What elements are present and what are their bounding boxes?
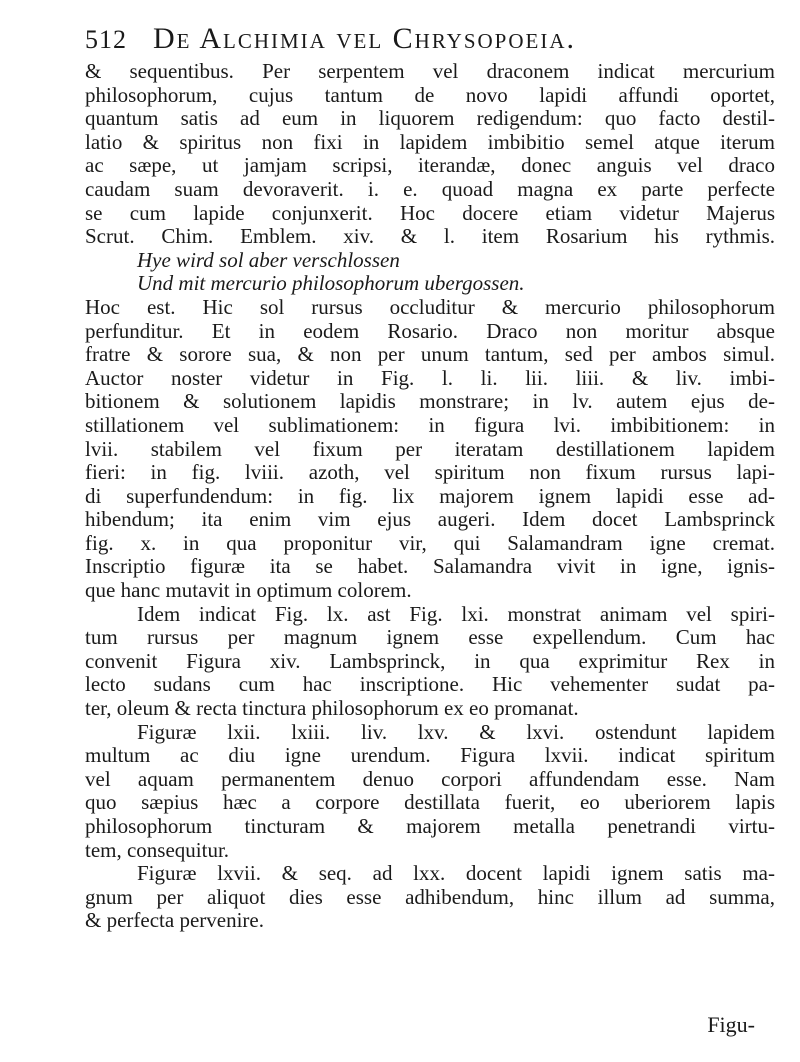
text-line: Und mit mercurio philosophorum ubergossen. bbox=[137, 272, 525, 296]
text-line: quantum satis ad eum in liquorem redigendum: quo facto destil- bbox=[85, 107, 775, 131]
text-line: Idem indicat Fig. lx. ast Fig. lxi. monstrat animam vel spiri- bbox=[137, 602, 775, 626]
text-line: gnum per aliquot dies esse adhibendum, hinc illum ad summa, bbox=[85, 885, 775, 909]
text-line: perfunditur. Et in eodem Rosario. Draco non moritur absque bbox=[85, 319, 775, 343]
text-line: Hye wird sol aber verschlossen bbox=[137, 248, 400, 272]
running-head bbox=[85, 22, 775, 62]
text-line: fig. x. in qua proponitur vir, qui Salamandram igne cremat. bbox=[85, 531, 775, 555]
body-text bbox=[85, 60, 775, 933]
text-line: philosophorum, cujus tantum de novo lapidi affundi oportet, bbox=[85, 83, 775, 107]
text-line: Scrut. Chim. Emblem. xiv. & l. item Rosarium his rythmis. bbox=[85, 225, 775, 249]
text-line: stillationem vel sublimationem: in figura lvi. imbibitionem: in bbox=[85, 413, 775, 437]
text-line: Figuræ lxvii. & seq. ad lxx. docent lapidi ignem satis ma- bbox=[137, 862, 775, 886]
text-line: Hoc est. Hic sol rursus occluditur & mercurio philosophorum bbox=[85, 295, 775, 319]
text-line: & sequentibus. Per serpentem vel draconem indicat mercurium bbox=[85, 60, 775, 83]
text-line: multum ac diu igne urendum. Figura lxvii. indicat spiritum bbox=[85, 744, 775, 768]
text-line: fieri: in fig. lviii. azoth, vel spiritum non fixum rursus lapi- bbox=[85, 461, 775, 485]
text-line: quo sæpius hæc a corpore destillata fuerit, eo uberiorem lapis bbox=[85, 791, 775, 815]
text-line: se cum lapide conjunxerit. Hoc docere etiam videtur Majerus bbox=[85, 201, 775, 225]
text-line: lvii. stabilem vel fixum per iteratam destillationem lapidem bbox=[85, 437, 775, 461]
text-line: vel aquam permanentem denuo corpori affundendam esse. Nam bbox=[85, 767, 775, 791]
text-line: tum rursus per magnum ignem esse expellendum. Cum hac bbox=[85, 626, 775, 650]
text-line: latio & spiritus non fixi in lapidem imbibitio semel atque iterum bbox=[85, 130, 775, 154]
text-line: philosophorum tincturam & majorem metalla penetrandi virtu- bbox=[85, 815, 775, 838]
text-line: lecto sudans cum hac inscriptione. Hic vehementer sudat pa- bbox=[85, 673, 775, 697]
text-line: fratre & sorore sua, & non per unum tantum, sed per ambos simul. bbox=[85, 343, 775, 367]
text-line: ter, oleum & recta tinctura philosophorum ex eo promanat. bbox=[85, 697, 579, 721]
text-line: di superfundendum: in fig. lix majorem ignem lapidi esse ad- bbox=[85, 484, 775, 508]
text-line: convenit Figura xiv. Lambsprinck, in qua exprimitur Rex in bbox=[85, 649, 775, 673]
text-line: hibendum; ita enim vim ejus augeri. Idem docet Lambsprinck bbox=[85, 508, 775, 532]
text-line: & perfecta pervenire. bbox=[85, 909, 264, 933]
text-line: caudam suam devoraverit. i. e. quoad magna ex parte perfecte bbox=[85, 177, 775, 201]
text-line: Inscriptio figuræ ita se habet. Salamandra vivit in igne, ignis- bbox=[85, 555, 775, 579]
text-line: tem, consequitur. bbox=[85, 838, 230, 862]
text-line: Auctor noster videtur in Fig. l. li. lii. liii. & liv. imbi- bbox=[85, 366, 775, 390]
catchword: Figu- bbox=[707, 1012, 755, 1037]
running-title: De Alchimia vel Chrysopoeia. bbox=[153, 22, 577, 55]
book-page bbox=[85, 22, 775, 1042]
text-line: bitionem & solutionem lapidis monstrare; in lv. autem ejus de- bbox=[85, 390, 775, 414]
text-line: Figuræ lxii. lxiii. liv. lxv. & lxvi. ostendunt lapidem bbox=[137, 720, 775, 744]
text-line: ac sæpe, ut jamjam scripsi, iterandæ, donec anguis vel draco bbox=[85, 154, 775, 178]
text-line: que hanc mutavit in optimum colorem. bbox=[85, 579, 412, 603]
page-number: 512 bbox=[85, 25, 127, 54]
